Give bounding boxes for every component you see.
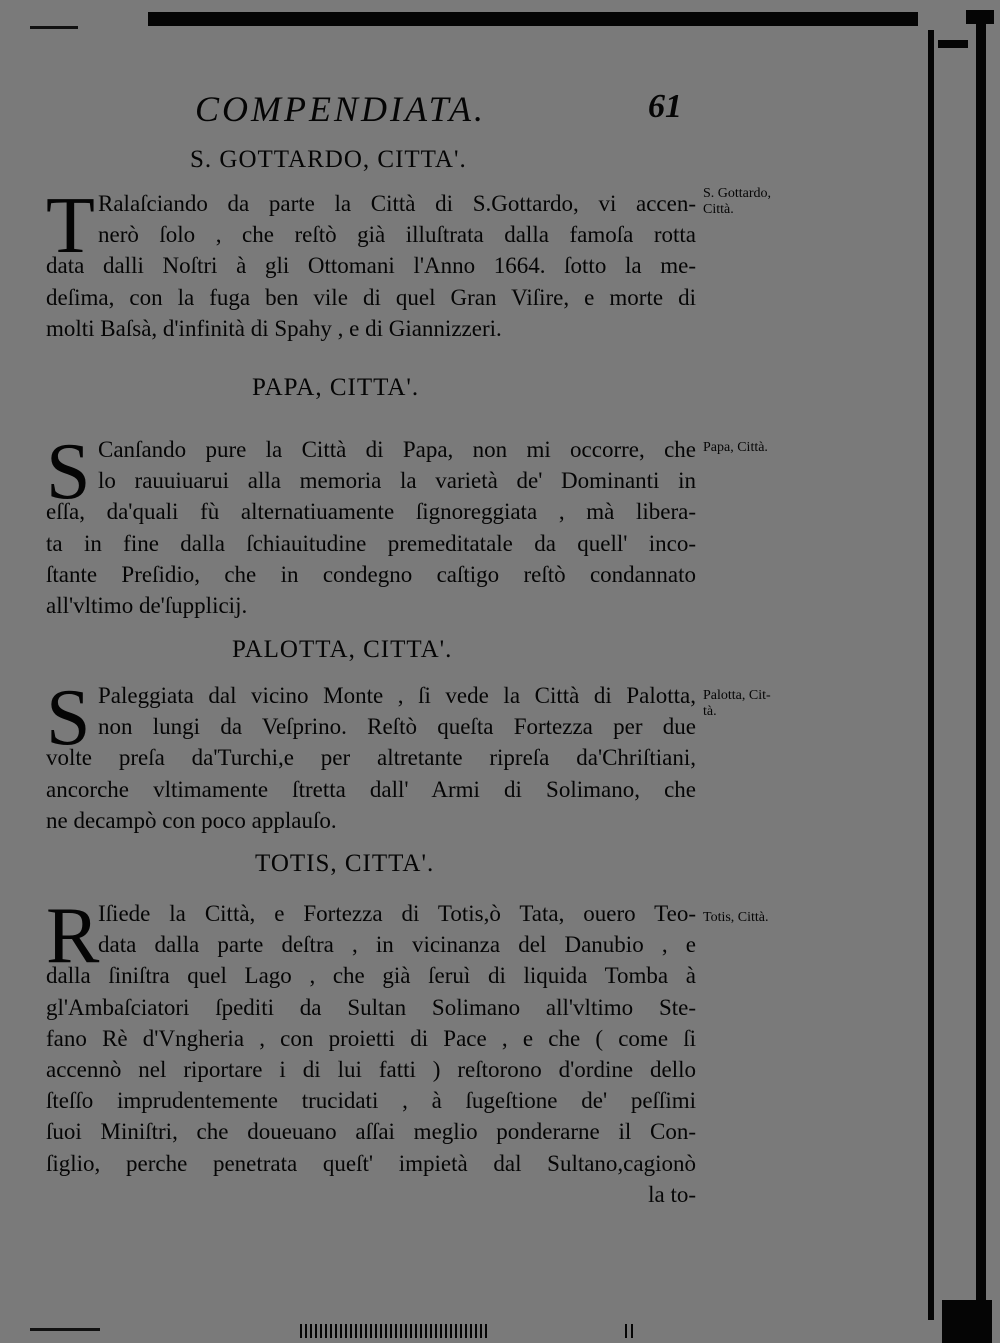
section-heading: S. GOTTARDO, CITTA'. [190,146,467,173]
drop-cap: T [46,182,95,270]
drop-cap: R [46,892,100,980]
text-line: Canſando pure la Città di Papa, non mi occorre, che [98,437,696,462]
margin-note-line: Palotta, Cit- [703,688,771,703]
text-line: Ralaſciando da parte la Città di S.Gottardo, vi accen- [98,191,696,216]
drop-cap: S [46,428,91,516]
margin-note-line: tà. [703,704,717,719]
text-line: Paleggiata dal vicino Monte , ſi vede la Città di Palotta, [98,683,696,708]
margin-note [703,440,813,456]
page-number: 61 [648,88,682,125]
text-line: ta in fine dalla ſchiauitudine premeditatale da quell' inco- [46,530,696,556]
text-line: ſtante Preſidio, che in condegno caſtigo reſtò condannato [46,561,696,587]
margin-note-line: Città. [703,202,734,217]
text-line: volte preſa da'Turchi,e per altretante ripreſa da'Chriſtiani, [46,745,696,771]
text-line: ne decampò con poco applauſo. [46,807,337,833]
section-paragraph [46,428,696,621]
section-paragraph [46,182,696,344]
text-line: ſteſſo imprudentemente trucidati , à ſugeſtione de' peſſimi [46,1088,696,1114]
text-line: non lungi da Veſprino. Reſtò queſta Fortezza per due [98,714,696,740]
text-line: all'vltimo de'ſupplicij. [46,592,248,618]
margin-note-line: S. Gottardo, [703,186,772,201]
text-line: fano Rè d'Vngheria , con proietti di Pace , e che ( come ſi [46,1025,696,1051]
bottom-rule [30,1328,100,1331]
text-line: lo rauuiuarui alla memoria la varietà de' Dominanti in [98,468,696,494]
margin-note [703,186,813,218]
margin-note-line: Papa, Città. [703,440,768,455]
text-line: deſima, con la fuga ben vile di quel Gran Viſire, e morte di [46,284,696,310]
margin-note [703,688,813,720]
margin-note [703,910,813,926]
bottom-ticks [300,1324,490,1338]
section-heading: PAPA, CITTA'. [252,374,420,401]
text-line: data dalla parte deſtra , in vicinanza del Danubio , e [98,932,696,958]
text-line: eſſa, da'quali fù alternatiuamente ſignoreggiata , mà libera- [46,499,696,525]
section-paragraph [46,892,696,1210]
top-rule [148,12,918,26]
text-line: ancorche vltimamente ſtretta dall' Armi di Solimano, che [46,776,696,802]
section-heading: TOTIS, CITTA'. [255,850,435,877]
top-left-rule [30,26,78,29]
running-head: COMPENDIATA. [195,89,486,129]
bottom-ticks-right [625,1324,635,1338]
drop-cap: S [46,674,91,762]
catchword: la to- [648,1181,696,1207]
text-line: dalla ſiniſtra quel Lago , che già ſeruì di liquida Tomba à [46,963,696,989]
margin-note-line: Totis, Città. [703,910,769,925]
text-line: nerò ſolo , che reſtò già illuſtrata dalla famoſa rotta [98,222,696,248]
text-line: accennò nel riportare i di lui fatti ) reſtorono d'ordine dello [46,1056,696,1082]
text-line: data dalli Noſtri à gli Ottomani l'Anno 1664. ſotto la me- [46,253,696,279]
text-line: molti Baſsà, d'infinità di Spahy , e di Giannizzeri. [46,315,502,341]
section-paragraph [46,674,696,836]
text-line: ſiglio, perche penetrata queſt' impietà dal Sultano,cagionò [46,1150,696,1176]
text-line: ſuoi Miniſtri, che doueuano aſſai meglio ponderarne il Con- [46,1119,696,1145]
text-line: Iſiede la Città, e Fortezza di Totis,ò Tata, ouero Teo- [98,901,696,926]
section-heading: PALOTTA, CITTA'. [232,636,453,663]
text-line: gl'Ambaſciatori ſpediti da Sultan Solimano all'vltimo Ste- [46,994,696,1020]
page-edge [918,0,1000,1343]
